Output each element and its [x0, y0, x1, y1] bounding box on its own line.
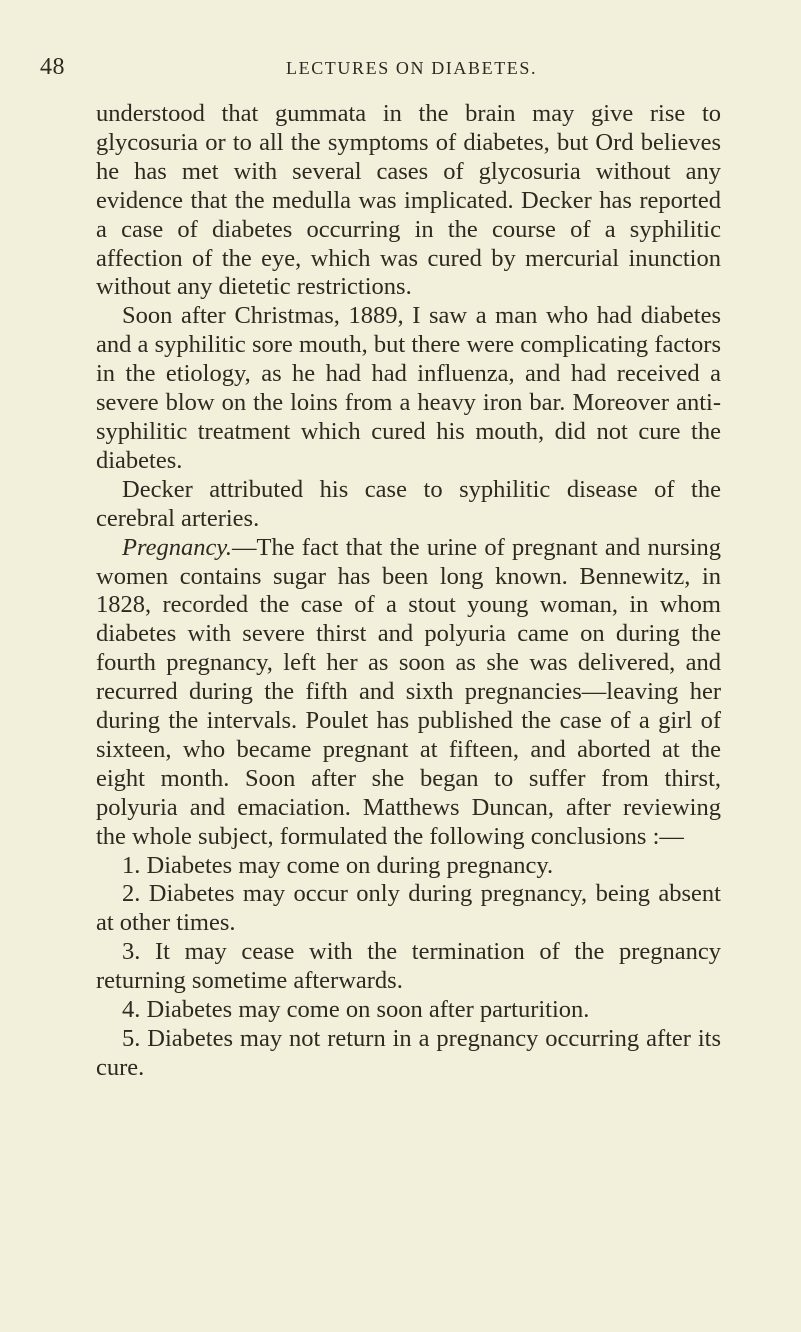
running-title: LECTURES ON DIABETES. [286, 58, 538, 78]
conclusion-item: 3. It may cease with the termination of the pregnancy returning sometime afterwards. [96, 938, 721, 995]
paragraph-christmas-case: Soon after Christmas, 1889, I saw a man who had diabetes and a syphilitic sore mouth, but there were complicating factors in the etiology, as he had had influenza, and had received a severe blow on the loins from a heavy iron bar. Moreover anti-syphilitic treatment which cured his mouth, did not cure the diabetes. [96, 302, 721, 474]
conclusion-item: 5. Diabetes may not return in a pregnancy occurring after its cure. [96, 1025, 721, 1081]
paragraph-gummata: understood that gummata in the brain may give rise to glycosuria or to all the symptoms of diabetes, but Ord believes he has met with several cases of glycosuria without any evidence that the medulla was implicated. Decker has reported a case of diabetes occurring in the course of a syphilitic affection of the eye, which was cured by mercurial inunction without any dietetic restrictions. [96, 100, 721, 301]
conclusion-item: 4. Diabetes may come on soon after parturition. [122, 996, 590, 1024]
running-head [40, 54, 740, 84]
page-number: 48 [40, 54, 65, 80]
pregnancy-text: —The fact that the urine of pregnant and nursing women contains sugar has been long known. Bennewitz, in 1828, recorded the case of a stout young woman, in whom diabetes with severe thirst and polyuria came on during the fourth pregnancy, left her as soon as she was delivered, and recurred during the fifth and sixth pregnancies—leaving her during the intervals. Poulet has published the case of a girl of sixteen, who became pregnant at fifteen, and aborted at the eight month. Soon after she began to suffer from thirst, polyuria and emaciation. Matthews Duncan, after reviewing the whole subject, formulated the following conclusions :— [96, 533, 721, 850]
pregnancy-heading: Pregnancy. [122, 533, 232, 561]
paragraph-decker-arteries: Decker attributed his case to syphilitic disease of the cerebral arteries. [96, 475, 721, 532]
conclusion-item: 1. Diabetes may come on during pregnancy. [122, 851, 554, 879]
paragraph-pregnancy [96, 534, 721, 852]
conclusion-item: 2. Diabetes may occur only during pregnancy, being absent at other times. [96, 880, 721, 937]
body-text [96, 100, 721, 1083]
